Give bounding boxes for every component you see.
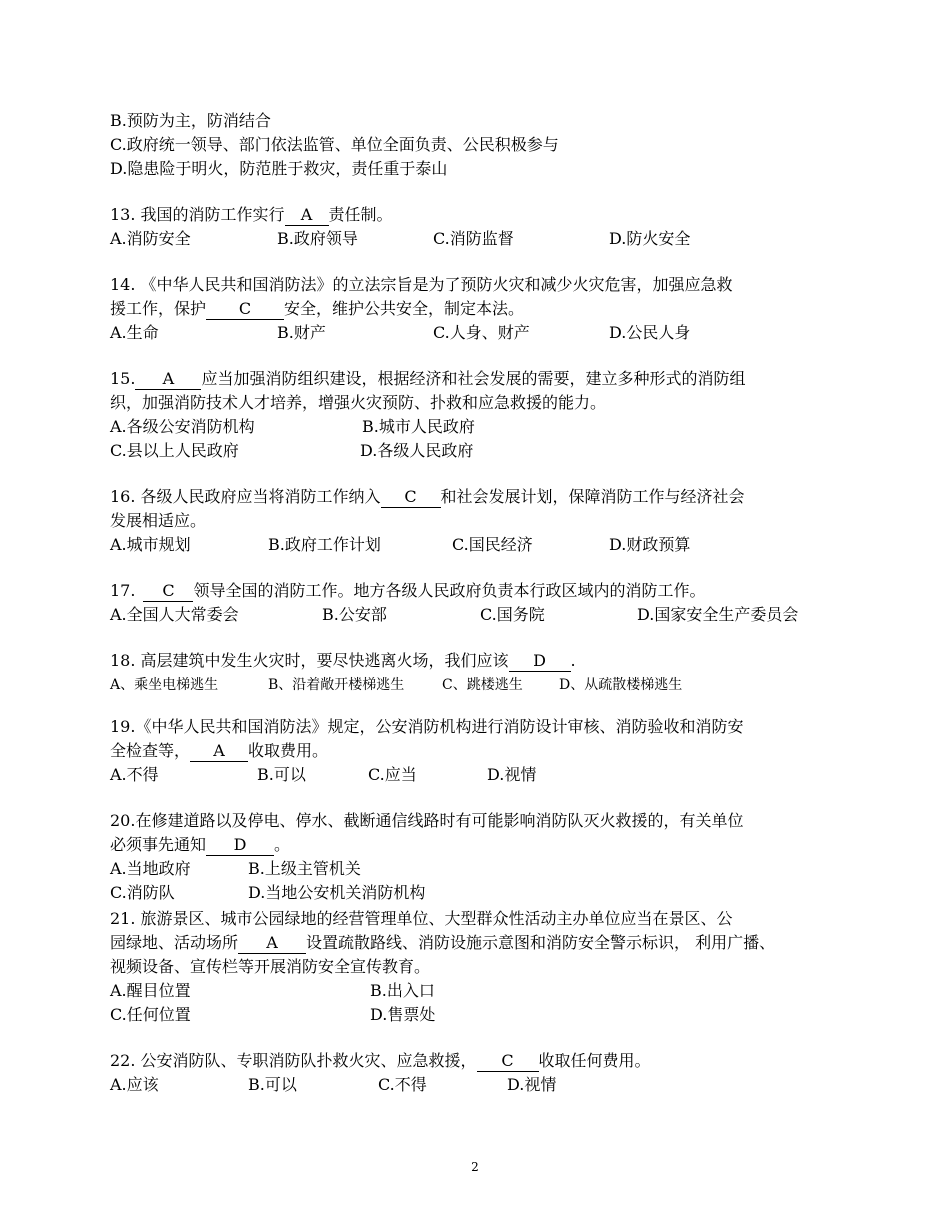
q13-option-b: B.政府领导 — [277, 229, 358, 248]
q12-option-c: C.政府统一领导、部门依法监管、单位全面负责、公民积极参与 — [110, 135, 559, 154]
q19-answer-blank: A — [190, 741, 248, 762]
q16-option-d: D.财政预算 — [609, 535, 691, 554]
q12-option-b: B.预防为主，防消结合 — [110, 111, 271, 130]
q17-option-b: B.公安部 — [322, 605, 387, 624]
q22-answer-blank: C — [477, 1051, 539, 1072]
q15-option-a: A.各级公安消防机构 — [110, 417, 255, 436]
q21-stem-line3: 视频设备、宣传栏等开展消防安全宣传教育。 — [110, 957, 431, 976]
q19-option-c: C.应当 — [368, 765, 417, 784]
q15-option-b: B.城市人民政府 — [362, 417, 475, 436]
q17-answer-blank: C — [143, 581, 193, 602]
q21-stem-line1: 21. 旅游景区、城市公园绿地的经营管理单位、大型群众性活动主办单位应当在景区、公 — [110, 909, 733, 928]
q16-option-b: B.政府工作计划 — [268, 535, 381, 554]
q20-stem-line2: 必须事先通知 D 。 — [110, 835, 291, 854]
q20-option-b: B.上级主管机关 — [248, 859, 361, 878]
q18-stem: 18. 高层建筑中发生火灾时，要尽快逃离火场，我们应该 D . — [110, 651, 576, 670]
q22-option-c: C.不得 — [378, 1075, 427, 1094]
q21-option-a: A.醒目位置 — [110, 981, 191, 1000]
q19-option-b: B.可以 — [257, 765, 306, 784]
q16-option-a: A.城市规划 — [110, 535, 191, 554]
q16-stem-line2: 发展相适应。 — [110, 511, 207, 530]
q21-answer-blank: A — [238, 933, 306, 954]
q13-answer-blank: A — [285, 205, 329, 226]
q20-option-a: A.当地政府 — [110, 859, 191, 878]
q22-option-a: A.应该 — [110, 1075, 159, 1094]
q19-stem-line1: 19.《中华人民共和国消防法》规定，公安消防机构进行消防设计审核、消防验收和消防安 — [110, 717, 744, 736]
q13-option-a: A.消防安全 — [110, 229, 191, 248]
q15-stem-line2: 织，加强消防技术人才培养，增强火灾预防、扑救和应急救援的能力。 — [110, 393, 607, 412]
q15-answer-blank: A — [135, 369, 201, 390]
q14-option-b: B.财产 — [277, 323, 326, 342]
q20-option-d: D.当地公安机关消防机构 — [248, 883, 426, 902]
q15-option-d: D.各级人民政府 — [360, 441, 474, 460]
page-number: 2 — [471, 1160, 479, 1174]
q21-option-d: D.售票处 — [370, 1005, 436, 1024]
q14-stem-line1: 14. 《中华人民共和国消防法》的立法宗旨是为了预防火灾和减少火灾危害，加强应急救 — [110, 275, 733, 294]
q14-option-d: D.公民人身 — [609, 323, 691, 342]
q17-option-d: D.国家安全生产委员会 — [637, 605, 799, 624]
q14-option-c: C.人身、财产 — [433, 323, 530, 342]
q18-option-c: C、跳楼逃生 — [442, 677, 523, 693]
q18-option-b: B、沿着敞开楼梯逃生 — [268, 677, 405, 693]
q13-stem: 13. 我国的消防工作实行 A 责任制。 — [110, 205, 393, 224]
q14-option-a: A.生命 — [110, 323, 159, 342]
q14-stem-line2: 援工作，保护 C 安全，维护公共安全，制定本法。 — [110, 299, 525, 318]
q13-option-d: D.防火安全 — [609, 229, 691, 248]
q15-stem-line1: 15. A 应当加强消防组织建设，根据经济和社会发展的需要，建立多种形式的消防组 — [110, 369, 746, 388]
q20-option-c: C.消防队 — [110, 883, 175, 902]
q21-option-b: B.出入口 — [370, 981, 435, 1000]
q19-stem-line2: 全检查等， A 收取费用。 — [110, 741, 329, 760]
q18-answer-blank: D — [509, 651, 571, 672]
q16-answer-blank: C — [381, 487, 441, 508]
q18-option-d: D、从疏散楼梯逃生 — [559, 677, 683, 693]
q17-option-a: A.全国人大常委会 — [110, 605, 239, 624]
q22-stem: 22. 公安消防队、专职消防队扑救火灾、应急救援， C 收取任何费用。 — [110, 1051, 651, 1070]
q22-option-b: B.可以 — [248, 1075, 297, 1094]
q16-stem-line1: 16. 各级人民政府应当将消防工作纳入 C 和社会发展计划，保障消防工作与经济社会 — [110, 487, 745, 506]
q13-option-c: C.消防监督 — [433, 229, 514, 248]
q15-option-c: C.县以上人民政府 — [110, 441, 239, 460]
q20-answer-blank: D — [206, 835, 274, 856]
q22-option-d: D.视情 — [507, 1075, 557, 1094]
q14-answer-blank: C — [206, 299, 284, 320]
q21-option-c: C.任何位置 — [110, 1005, 191, 1024]
q17-option-c: C.国务院 — [480, 605, 545, 624]
q20-stem-line1: 20.在修建道路以及停电、停水、截断通信线路时有可能影响消防队灭火救援的，有关单位 — [110, 811, 744, 830]
q21-stem-line2: 园绿地、活动场所 A 设置疏散路线、消防设施示意图和消防安全警示标识， 利用广播、 — [110, 933, 776, 952]
q19-option-d: D.视情 — [487, 765, 537, 784]
q16-option-c: C.国民经济 — [452, 535, 533, 554]
q12-option-d: D.隐患险于明火，防范胜于救灾，责任重于泰山 — [110, 159, 448, 178]
q19-option-a: A.不得 — [110, 765, 159, 784]
q17-stem: 17. C 领导全国的消防工作。地方各级人民政府负责本行政区域内的消防工作。 — [110, 581, 706, 600]
q18-option-a: A、乘坐电梯逃生 — [110, 677, 219, 693]
